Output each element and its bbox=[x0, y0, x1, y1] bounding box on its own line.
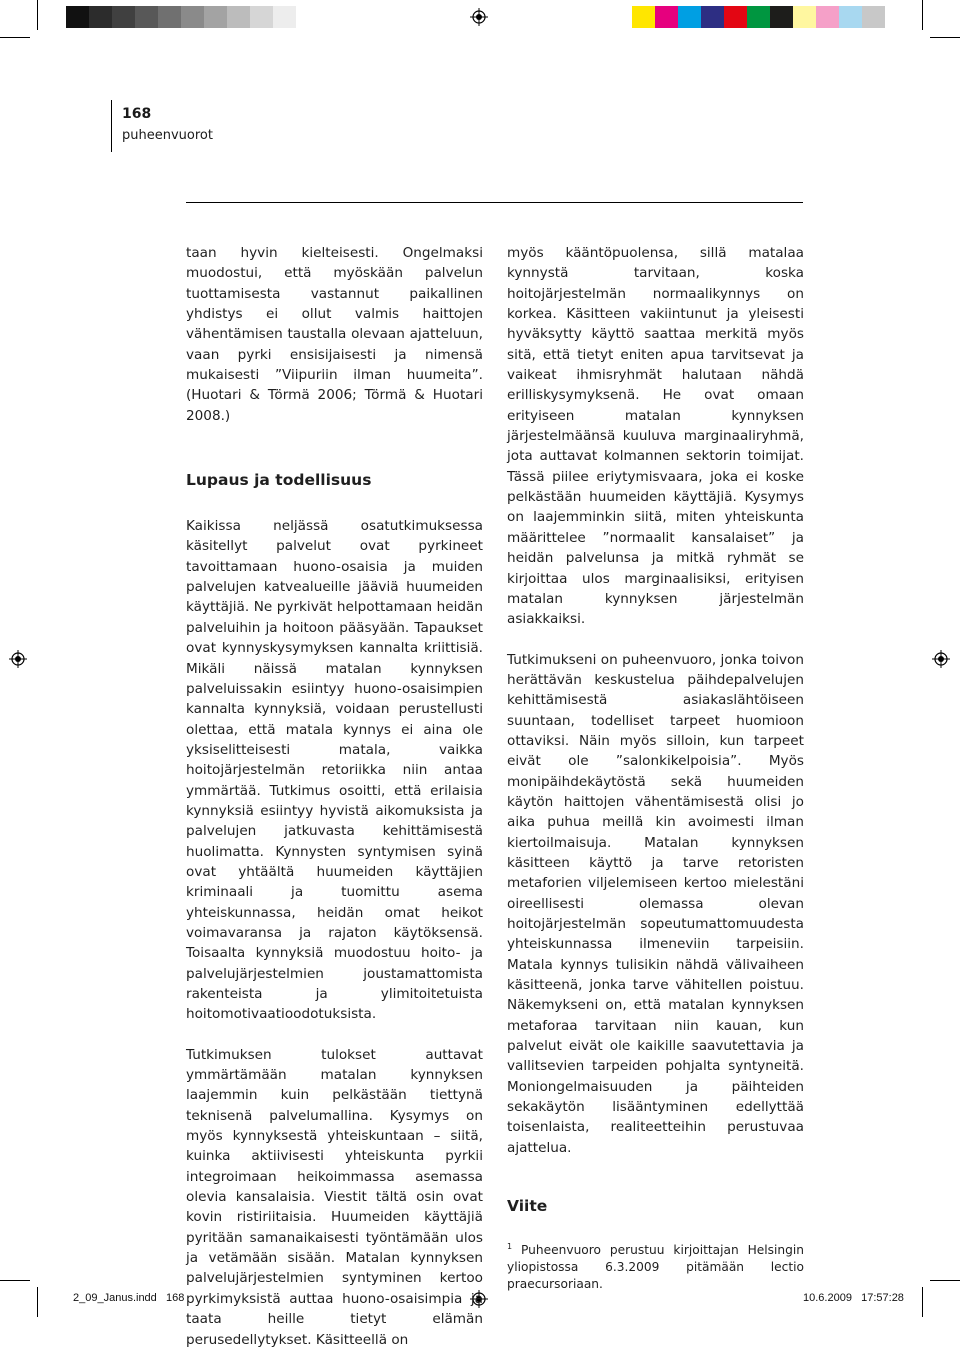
paragraph: Tutkimukseni on puheenvuoro, jonka toivon herättävän keskustelua päihdepalvelujen kehittämisestä asiakaslähtöiseen suuntaan, todelliset tarpeet huomioon ottaviksi. Näin myös silloin, kun tarpeet eivät ole ”salonkikelpoisia”. Myös monipäihdekäytöstä sekä huumeiden käytön haittojen vähentämisestä olisi jo aika puhua meillä kin avoimesti ilman kiertoilmaisuja. Matalan kynnyksen käsitteen käyttö ja tarve retoristen metaforien viljelemiseen kertoo mielestäni oireellisesti olemassa olevan hoitojärjestelmän sopeutumattomuudesta yhteiskunnassa ilmeneviin tarpeisiin. Matala kynnys tulisikin nähdä välivaiheen käsitteenä, jonka tarve vähitellen poistuu. Näkemykseni on, että matalan kynnyksen metaforaa tarvitaan niin kauan, kun palvelut eivät ole kaikille saavutettavia ja vallitsevien tarpeiden pohjalta syntyneitä. Moniongelmaisuuden ja päihteiden sekakäytön lisääntyminen edellyttää toisenlaista, realiteetteihin perustuvaa ajattelua. bbox=[507, 651, 804, 1156]
paragraph: taan hyvin kielteisesti. Ongelmaksi muodostui, että myöskään palvelun tuottamisesta vastannut paikallinen yhdistys ei ollut valmis haittojen vähentämisen taustalla olevaan ajatteluun, vaan pyrki ensisijaisesti ja nimensä mukaisesti ”Viipuriin ilman huumeita”. (Huotari & Törmä 2006; Törmä & Huotari 2008.) bbox=[186, 245, 483, 424]
color-swatch bbox=[89, 6, 112, 28]
color-swatch bbox=[701, 6, 724, 28]
slug-timestamp: 10.6.2009 17:57:28 bbox=[803, 1292, 904, 1304]
crop-mark bbox=[930, 37, 960, 38]
footnote bbox=[507, 1238, 804, 1293]
color-swatch bbox=[793, 6, 816, 28]
running-header bbox=[122, 104, 213, 146]
color-swatch bbox=[862, 6, 885, 28]
registration-mark-icon bbox=[9, 650, 27, 668]
header-divider bbox=[111, 100, 112, 152]
registration-mark-icon bbox=[470, 8, 488, 26]
color-swatch bbox=[66, 6, 89, 28]
notes-heading: Viite bbox=[507, 1197, 548, 1216]
crop-mark bbox=[922, 1287, 923, 1317]
section-heading: Lupaus ja todellisuus bbox=[186, 471, 372, 490]
color-swatch bbox=[204, 6, 227, 28]
color-swatch bbox=[112, 6, 135, 28]
section-title: puheenvuorot bbox=[122, 128, 213, 143]
process-color-bar bbox=[632, 6, 885, 28]
grayscale-color-bar bbox=[66, 6, 296, 28]
right-column bbox=[507, 243, 804, 1293]
crop-mark bbox=[930, 1280, 960, 1281]
footnote-text: Puheenvuoro perustuu kirjoittajan Helsingin yliopistossa 6.3.2009 pitämään lectio praecursoriaan. bbox=[507, 1243, 804, 1292]
color-swatch bbox=[273, 6, 296, 28]
color-swatch bbox=[158, 6, 181, 28]
top-rule bbox=[186, 202, 803, 203]
page-number: 168 bbox=[122, 106, 152, 122]
color-swatch bbox=[678, 6, 701, 28]
color-swatch bbox=[181, 6, 204, 28]
crop-mark bbox=[0, 1280, 30, 1281]
crop-mark bbox=[37, 1287, 38, 1317]
color-swatch bbox=[816, 6, 839, 28]
color-swatch bbox=[135, 6, 158, 28]
left-column bbox=[186, 243, 483, 1350]
color-swatch bbox=[632, 6, 655, 28]
color-swatch bbox=[655, 6, 678, 28]
paragraph: Kaikissa neljässä osatutkimuksessa käsitellyt palvelut ovat pyrkineet tavoittamaan huono-osaisia ja muiden palvelujen katvealueille jääviä huumeiden käyttäjiä. Ne pyrkivät helpottamaan heidän palveluihin ja hoitoon pääsyään. Tapaukset ovat kynnyskysymyksen kannalta kriittisiä. Mikäli näissä matalan kynnyksen palveluissakin esiintyy huono-osaisimpien kannalta kynnyksiä, voidaan perustellusti olettaa, että matala kynnys ei aina ole yksiselitteisesti matala, vaikka hoitojärjestelmän retoriikka niin antaa ymmärtää. Tutkimus osoitti, että erilaisia kynnyksiä esiintyy hyvistä aikomuksista ja palvelujen jatkuvasta kehittämisestä huolimatta. Kynnysten syntymisen syinä ovat yhtäältä huumeiden käyttäjien kriminaali ja tuomittu asema yhteiskunnassa, heidän omat heikot voimavaransa ja rajaton käytöksensä. Toisaalta kynnyksiä muodostuu hoito- ja palvelujärjestelmien joustamattomista rakenteista ja ylimitoitetuista hoitomotivaatioodotuksista. bbox=[186, 518, 483, 1023]
color-swatch bbox=[839, 6, 862, 28]
color-swatch bbox=[250, 6, 273, 28]
color-swatch bbox=[747, 6, 770, 28]
crop-mark bbox=[37, 0, 38, 30]
color-swatch bbox=[227, 6, 250, 28]
footnote-marker: 1 bbox=[507, 1242, 513, 1252]
crop-mark bbox=[922, 0, 923, 30]
paragraph: myös kääntöpuolensa, sillä matalaa kynnystä tarvitaan, koska hoitojärjestelmän normaalikynnys on korkea. Käsitteen vakiintunut ja yleisesti hyväksytty käyttö saattaa merkitä myös sitä, että tietyt eniten apua tarvitsevat ja vaikeat ihmisryhmät halutaan nähdä erilliskysymyksenä. He ovat omaan erityiseen matalan kynnyksen järjestelmäänsä kuuluva marginaaliryhmä, jota auttavat kolmannen sektorin toimijat. Tässä piilee eriytymisvaara, joka ei koske pelkästään huumeiden käyttäjiä. Kysymys on laajemminkin siitä, miten yhteiskunta määrittelee ”normaalit kansalaiset” ja heidän palvelunsa ja mitkä ryhmät se kirjoittaa ulos marginaalisiksi, erityisen matalan kynnyksen järjestelmän asiakkaiksi. bbox=[507, 245, 804, 628]
crop-mark bbox=[0, 37, 30, 38]
paragraph: Tutkimuksen tulokset auttavat ymmärtämään matalan kynnyksen laajemmin kuin pelkästään tiettynä teknisenä palvelumallina. Kysymys on myös kynnyksestä yhteiskuntaan – siitä, kuinka aktiivisesti yhteiskunta pyrkii integroimaan heikoimmassa asemassa olevia kansalaisia. Viestit tältä osin ovat kovin ristiriitaisia. Huumeiden käyttäjiä pyritään samanaikaisesti työntämään ulos ja vetämään sisään. Matalan kynnyksen palvelujärjestelmien syntyminen kertoo pyrkimyksistä auttaa huono-osaisimpia ja taata heille tietyt elämän perusedellytykset. Käsitteellä on bbox=[186, 1046, 483, 1348]
slug-filename: 2_09_Janus.indd 168 bbox=[73, 1292, 185, 1304]
registration-mark-icon bbox=[932, 650, 950, 668]
color-swatch bbox=[770, 6, 793, 28]
color-swatch bbox=[724, 6, 747, 28]
